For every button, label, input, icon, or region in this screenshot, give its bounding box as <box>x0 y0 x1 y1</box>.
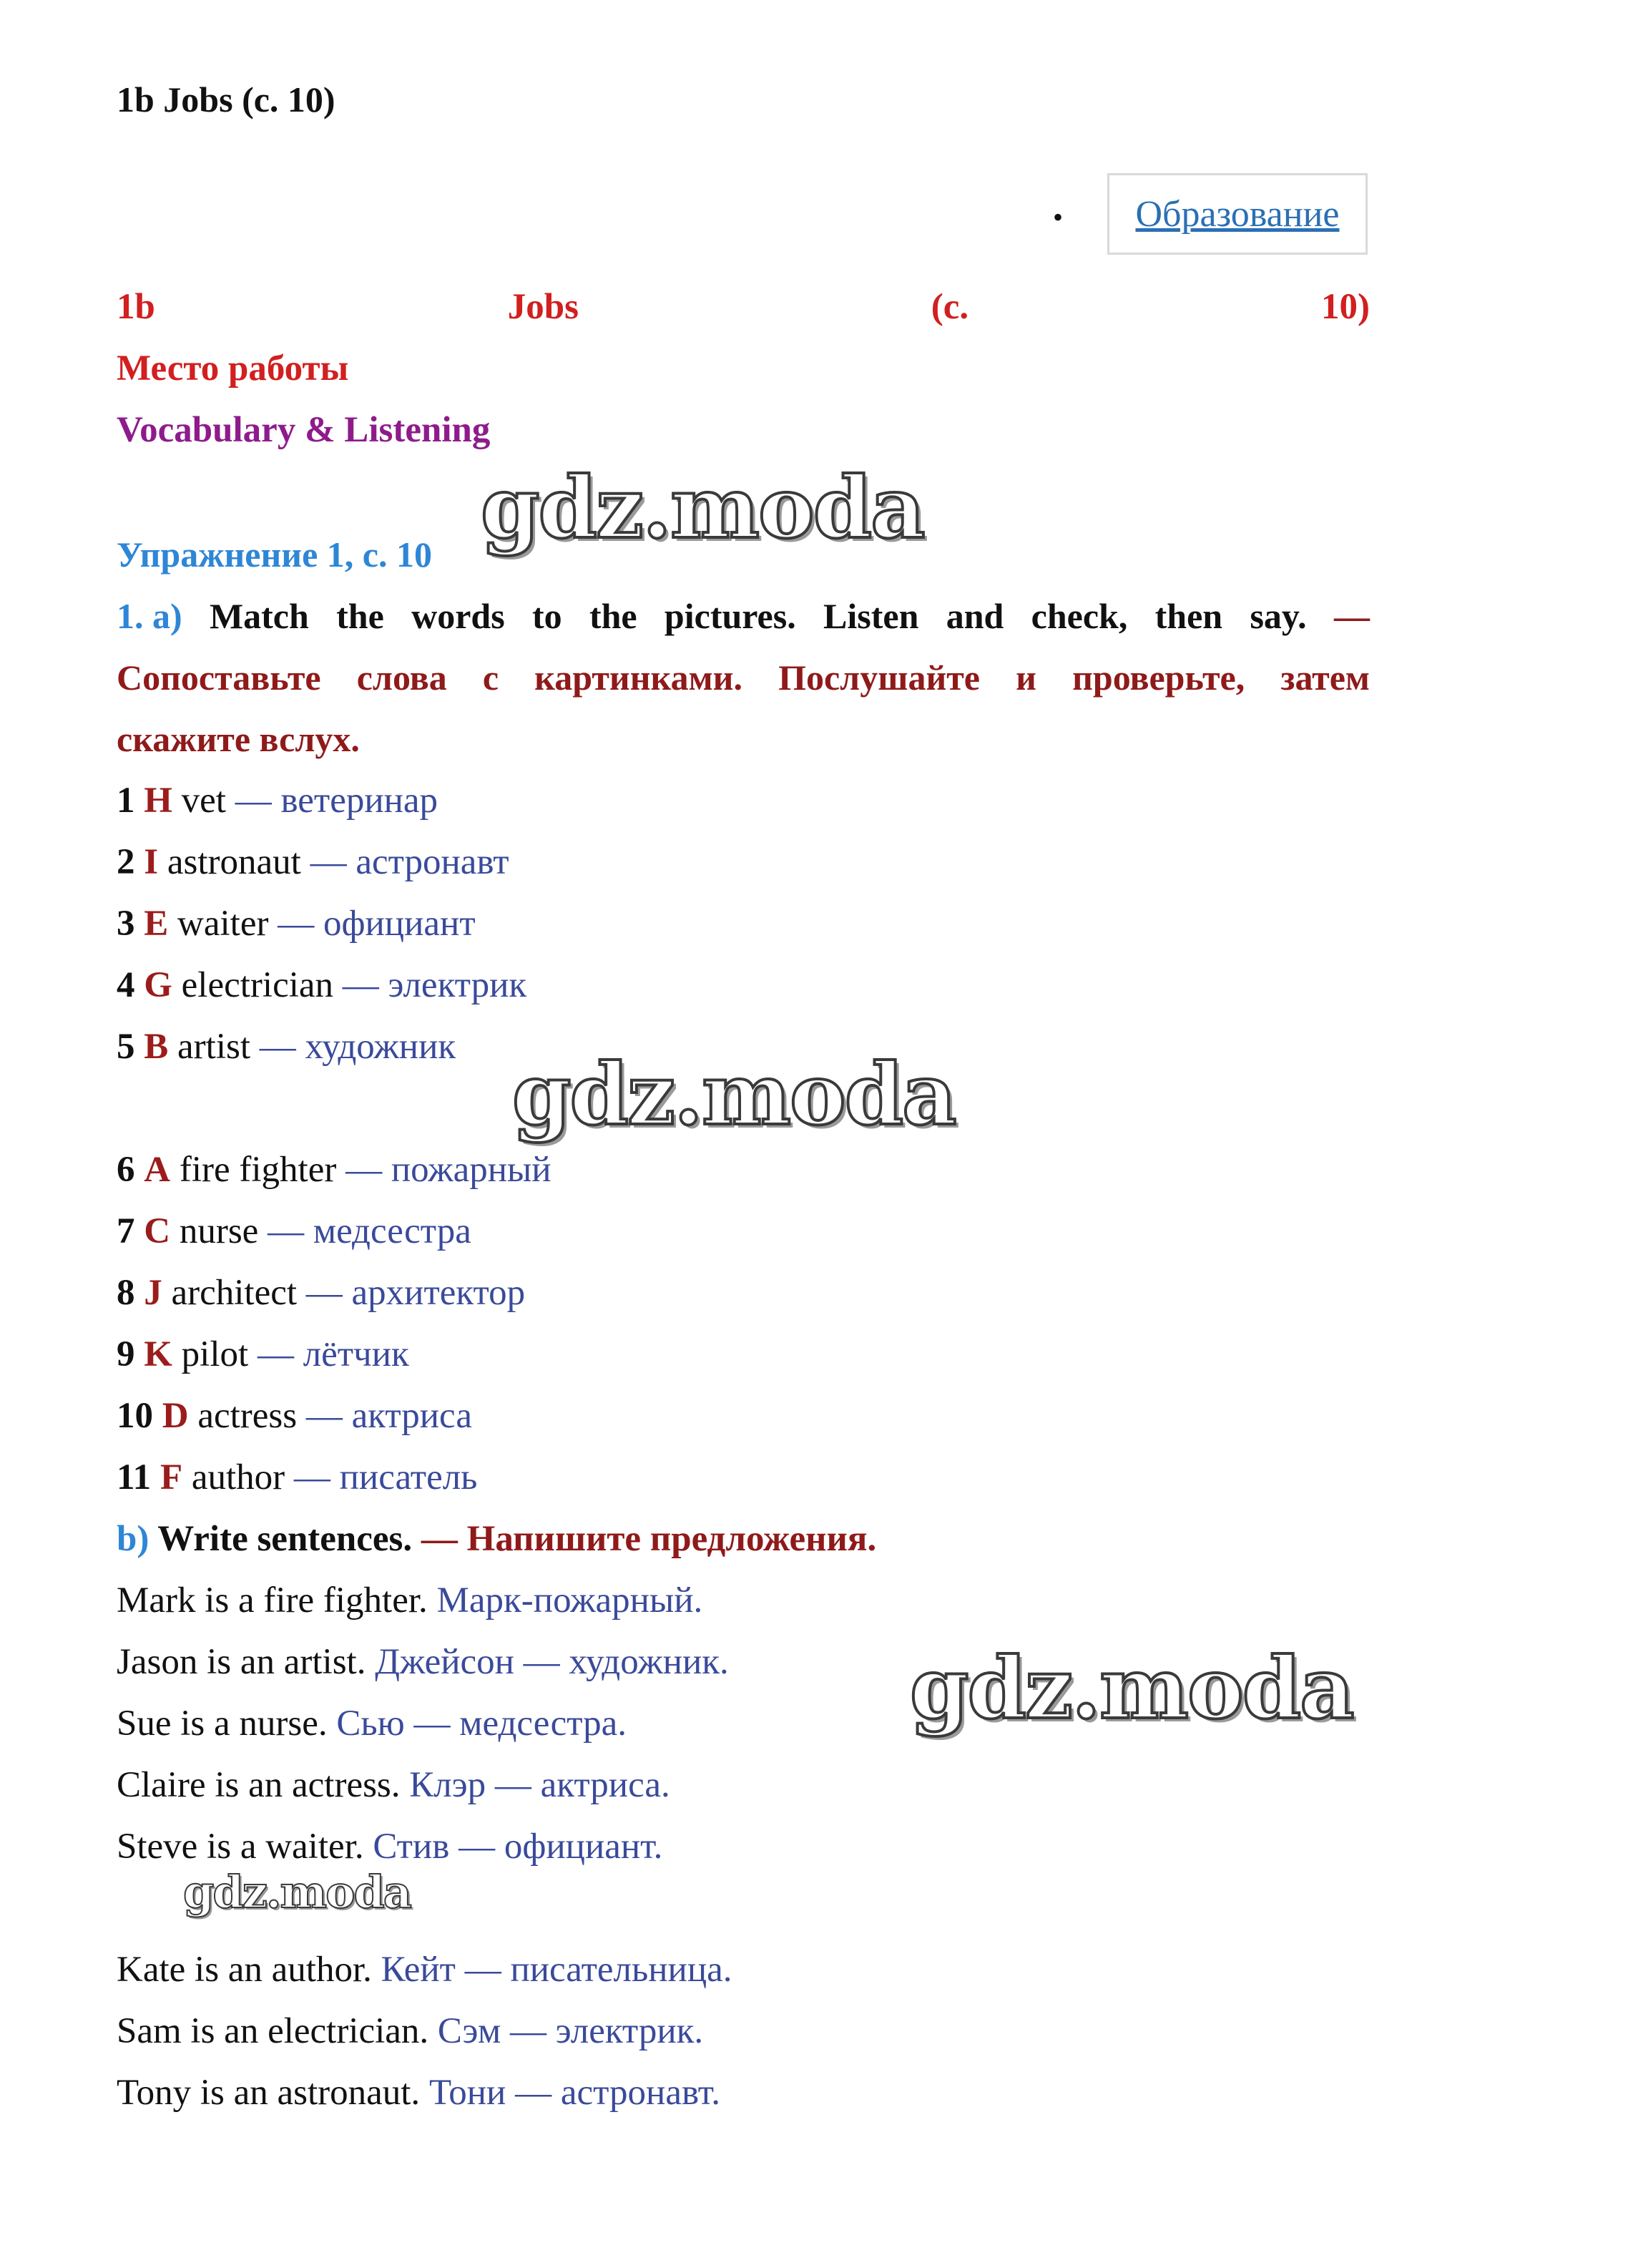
translation-word: проверьте, <box>1072 658 1245 698</box>
task-a-number: 1. a) <box>117 596 182 636</box>
vocab-item: 10 D actress — актриса <box>117 1396 472 1436</box>
category-link[interactable]: Образование <box>1135 193 1340 235</box>
translation-word: с <box>482 658 499 698</box>
vocab-item: 11 F author — писатель <box>117 1457 478 1497</box>
translation-word: Послушайте <box>778 658 981 698</box>
instruction-word: say. <box>1250 596 1307 636</box>
sentence-line: Tony is an astronaut. Тони — астронавт. <box>117 2073 720 2113</box>
translation-word: затем <box>1280 658 1370 698</box>
instruction-word: then <box>1154 596 1223 636</box>
translation-word: картинками. <box>534 658 742 698</box>
vocab-item: 5 B artist — художник <box>117 1027 456 1067</box>
heading-part: 1b <box>117 287 155 327</box>
instruction-word: Match <box>209 596 309 636</box>
sentence-line: Steve is a waiter. Стив — официант. <box>117 1827 663 1867</box>
vocab-item: 8 J architect — архитектор <box>117 1273 526 1313</box>
sentence-line: Sue is a nurse. Сью — медсестра. <box>117 1704 627 1744</box>
vocab-item: 3 E waiter — официант <box>117 904 476 944</box>
task-b-instruction: b) Write sentences. — Напишите предложения. <box>117 1519 877 1559</box>
document-title: 1b Jobs (с. 10) <box>117 79 335 119</box>
sentence-line: Claire is an actress. Клэр — актриса. <box>117 1765 670 1805</box>
translation-word: слова <box>356 658 447 698</box>
instruction-word: Listen <box>823 596 919 636</box>
instruction-word: check, <box>1031 596 1128 636</box>
instruction-word: the <box>336 596 384 636</box>
vocab-item: 7 C nurse — медсестра <box>117 1211 471 1251</box>
task-a-translation <box>117 657 1370 698</box>
vocab-item: 4 G electrician — электрик <box>117 965 527 1005</box>
watermark-logo: gdz.moda <box>512 1045 956 1144</box>
sentence-line: Jason is an artist. Джейсон — художник. <box>117 1642 729 1682</box>
sentence-line: Mark is a fire fighter. Марк-пожарный. <box>117 1580 703 1621</box>
sentence-line: Kate is an author. Кейт — писательница. <box>117 1950 732 1990</box>
vocab-item: 9 K pilot — лётчик <box>117 1334 409 1374</box>
translation-word: и <box>1016 658 1036 698</box>
watermark-logo: gdz.moda <box>481 458 924 557</box>
heading-part: Jobs <box>507 287 579 327</box>
bullet-icon: • <box>1053 201 1064 233</box>
instruction-word: to <box>531 596 562 636</box>
vocab-item: 1 H vet — ветеринар <box>117 781 438 821</box>
task-a-translation-end: скажите вслух. <box>117 719 360 759</box>
lesson-heading <box>117 286 1370 328</box>
watermark-logo: gdz.moda <box>910 1638 1353 1738</box>
watermark-logo: gdz.moda <box>183 1866 411 1918</box>
instruction-word: the <box>589 596 637 636</box>
instruction-dash: — <box>1333 596 1370 636</box>
instruction-word: pictures. <box>664 596 796 636</box>
translation-word: Сопоставьте <box>117 658 321 698</box>
lesson-subtitle: Место работы <box>117 348 349 388</box>
task-a-instruction <box>117 595 1370 637</box>
sentence-line: Sam is an electrician. Сэм — электрик. <box>117 2011 704 2051</box>
instruction-word: words <box>411 596 505 636</box>
instruction-word: and <box>946 596 1004 636</box>
heading-part: (с. <box>931 287 969 327</box>
vocab-item: 6 A fire fighter — пожарный <box>117 1150 551 1190</box>
section-title: Vocabulary & Listening <box>117 410 491 450</box>
vocab-item: 2 I astronaut — астронавт <box>117 842 509 882</box>
heading-part: 10) <box>1321 287 1370 327</box>
category-tag[interactable] <box>1107 173 1368 255</box>
exercise-title: Упражнение 1, с. 10 <box>117 534 432 575</box>
